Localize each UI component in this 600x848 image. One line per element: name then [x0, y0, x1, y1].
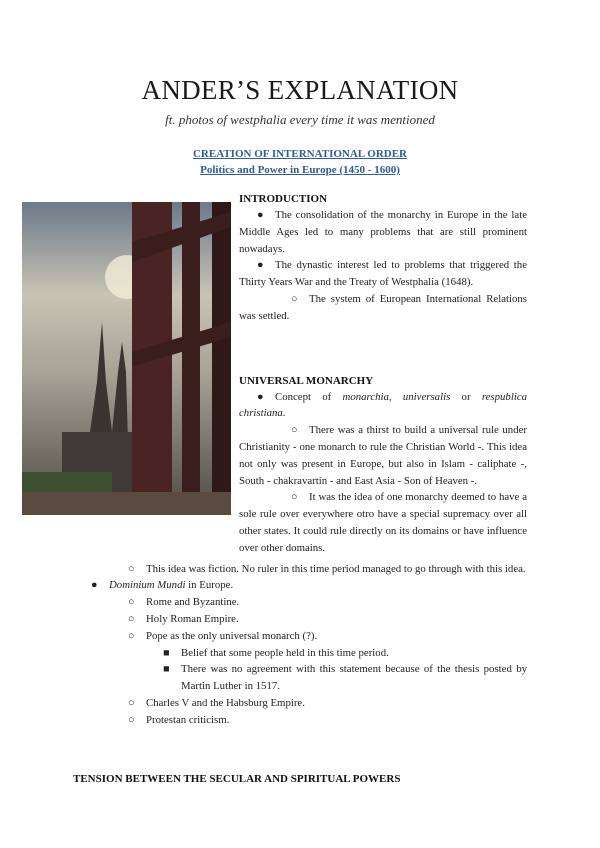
text: Dominium Mundi: [109, 579, 186, 592]
list-item-text: Protestan criticism.: [146, 713, 230, 726]
bullet-icon: ●: [257, 390, 264, 403]
circle-bullet-icon: ○: [128, 713, 135, 726]
circle-bullet-icon: ○: [128, 612, 135, 625]
list-item-text: The consolidation of the monarchy in Europe in the late Middle Ages led to many problems that are still prominent nowadays.: [239, 209, 527, 255]
list-item-text: This idea was fiction. No ruler in this time period managed to go through with this idea.: [146, 562, 526, 575]
circle-bullet-icon: ○: [291, 491, 298, 504]
section-link[interactable]: CREATION OF INTERNATIONAL ORDER: [192, 148, 408, 160]
section-links: [0, 146, 600, 178]
circle-bullet-icon: ○: [291, 424, 298, 437]
text: or: [450, 390, 482, 403]
list-item: [128, 561, 527, 578]
list-item-text: Belief that some people held in this time period.: [181, 646, 389, 659]
subsection-link[interactable]: Politics and Power in Europe (1450 - 1600): [200, 164, 400, 176]
page-subtitle: ft. photos of westphalia every time it was mentioned: [165, 112, 435, 127]
list-item: [163, 645, 527, 662]
circle-bullet-icon: ○: [128, 696, 135, 709]
text: .: [282, 407, 286, 420]
circle-bullet-icon: ○: [128, 562, 135, 575]
list-item-text: It was the idea of one monarchy deemed to have a sole rule over everywhere otro have a special supremacy over all other states. It could rule directly on its domains or have influence over other domains.: [239, 491, 527, 554]
square-bullet-icon: ■: [163, 646, 170, 659]
square-bullet-icon: ■: [163, 663, 170, 676]
text: Concept of: [275, 390, 343, 403]
text: respublica christiana: [239, 390, 528, 420]
lower-list: [73, 561, 527, 729]
list-item: [239, 489, 527, 556]
list-item-text: Rome and Byzantine.: [146, 596, 240, 609]
list-item: [91, 577, 527, 594]
intro-row: [22, 191, 600, 557]
list-item: [128, 712, 527, 729]
circle-bullet-icon: ○: [291, 292, 298, 305]
list-item: [239, 207, 527, 257]
list-item: [128, 695, 527, 712]
list-item: [128, 594, 527, 611]
list-item-text: The dynastic interest led to problems that triggered the Thirty Years War and the Treaty of Westphalia (1648).: [239, 259, 527, 289]
circle-bullet-icon: ○: [128, 596, 135, 609]
list-item: [239, 291, 527, 325]
list-item-text: There was a thirst to build a universal rule under Christianity - one monarch to rule the Christian World -. This idea not only was present in Europe, but also in Islam - caliphate -, South - chakravartin - and East Asia - Son of Heaven -.: [239, 424, 527, 487]
circle-bullet-icon: ○: [128, 629, 135, 642]
text: monarchia, universalis: [342, 390, 451, 403]
list-item-text: There was no agreement with this statement because of the thesis posted by Martin Luther in 1517.: [181, 663, 527, 693]
right-column: [239, 191, 527, 557]
list-item-text: Holy Roman Empire.: [146, 612, 239, 625]
universal-heading: UNIVERSAL MONARCHY: [239, 374, 374, 387]
intro-heading: INTRODUCTION: [239, 193, 328, 205]
list-item: [163, 661, 527, 695]
list-item: [239, 422, 527, 489]
list-item-text: The system of European International Relations was settled.: [239, 292, 527, 322]
list-item-text: Charles V and the Habsburg Empire.: [146, 696, 305, 709]
list-item: [128, 628, 527, 645]
list-item: [128, 611, 527, 628]
spacer: [239, 325, 527, 373]
westphalia-photo: [22, 202, 231, 515]
bullet-icon: ●: [257, 259, 264, 272]
bullet-icon: ●: [257, 209, 264, 221]
bullet-icon: ●: [91, 579, 98, 592]
tension-heading: TENSION BETWEEN THE SECULAR AND SPIRITUAL POWERS: [73, 772, 401, 785]
page-title: ANDER’S EXPLANATION: [141, 75, 459, 105]
list-item: [239, 257, 527, 291]
text: in Europe.: [185, 579, 234, 592]
list-item: [239, 389, 527, 423]
list-item-text: Pope as the only universal monarch (?).: [146, 629, 318, 642]
